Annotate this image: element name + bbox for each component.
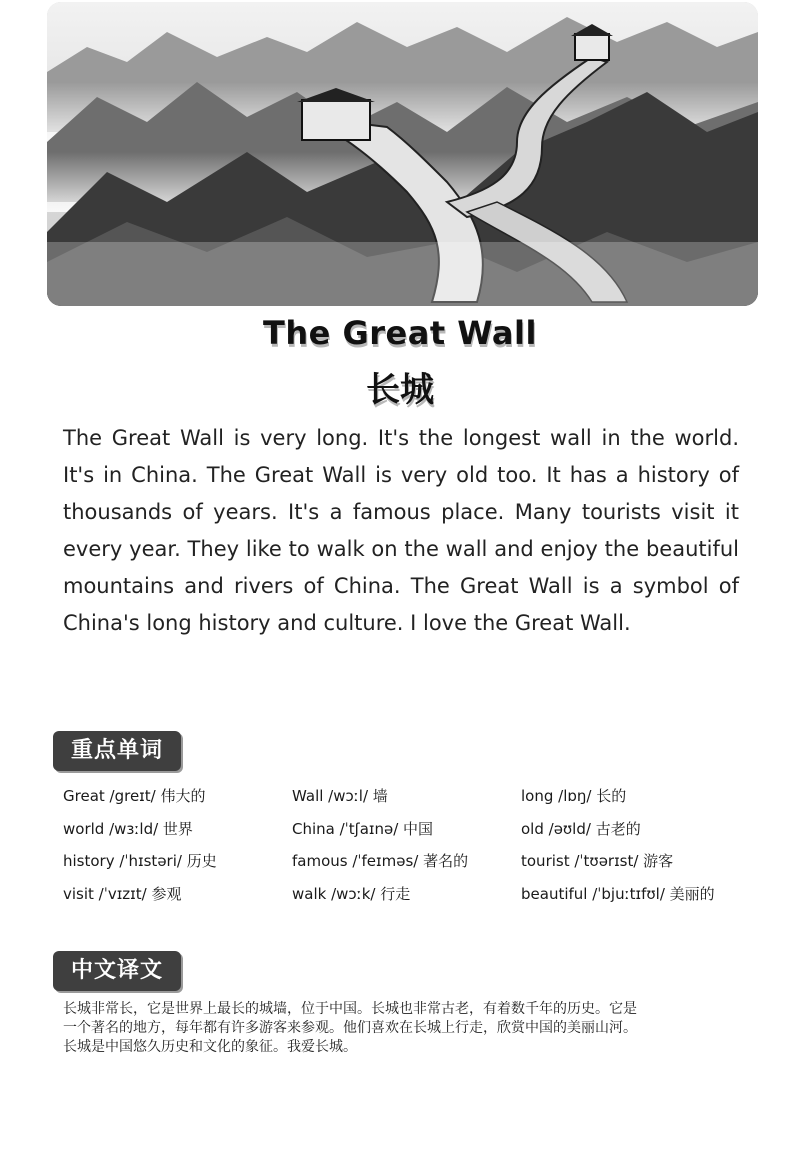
vocab-item: world /wɜːld/ 世界 bbox=[63, 819, 193, 838]
vocab-item: tourist /ˈtʊərɪst/ 游客 bbox=[521, 852, 674, 870]
page-title-chinese: 长城 bbox=[366, 370, 434, 410]
vocab-item: China /ˈtʃaɪnə/ 中国 bbox=[292, 819, 434, 838]
chinese-translation: 长城非常长，它是世界上最长的城墙，位于中国。长城也非常古老，有着数千年的历史。它是一个著名的地方，每年都有许多游客来参观。他们喜欢在长城上行走，欣赏中国的美丽山河。长城是中国悠久历史和文化的象征。我爱长城。 bbox=[63, 1001, 637, 1055]
vocab-item: Wall /wɔːl/ 墙 bbox=[292, 787, 388, 805]
vocab-item: walk /wɔːk/ 行走 bbox=[292, 884, 411, 903]
vocab-item: Great /greɪt/ 伟大的 bbox=[63, 787, 206, 805]
vocab-list bbox=[63, 784, 753, 914]
vocab-item: long /lɒŋ/ 长的 bbox=[521, 787, 627, 805]
vocab-item: visit /ˈvɪzɪt/ 参观 bbox=[63, 884, 182, 903]
great-wall-ink-painting bbox=[47, 2, 758, 306]
vocab-section-label: 重点单词 bbox=[53, 731, 181, 771]
page-title-english: The Great Wall bbox=[263, 314, 537, 352]
great-wall-illustration bbox=[47, 2, 758, 306]
translation-section-label: 中文译文 bbox=[53, 951, 181, 991]
vocab-item: famous /ˈfeɪməs/ 著名的 bbox=[292, 852, 469, 870]
vocab-item: old /əʊld/ 古老的 bbox=[521, 819, 641, 838]
vocab-item: beautiful /ˈbjuːtɪfʊl/ 美丽的 bbox=[521, 884, 715, 903]
vocab-item: history /ˈhɪstəri/ 历史 bbox=[63, 852, 217, 870]
reading-passage: The Great Wall is very long. It's the longest wall in the world. It's in China. The Great Wall is very old too. It has a history of thousands of years. It's a famous place. Many tourists visit it every year. They like to walk on the wall and enjoy the beautiful mountains and rivers of China. The Great Wall is a symbol of China's long history and culture. I love the Great Wall. bbox=[63, 426, 739, 635]
